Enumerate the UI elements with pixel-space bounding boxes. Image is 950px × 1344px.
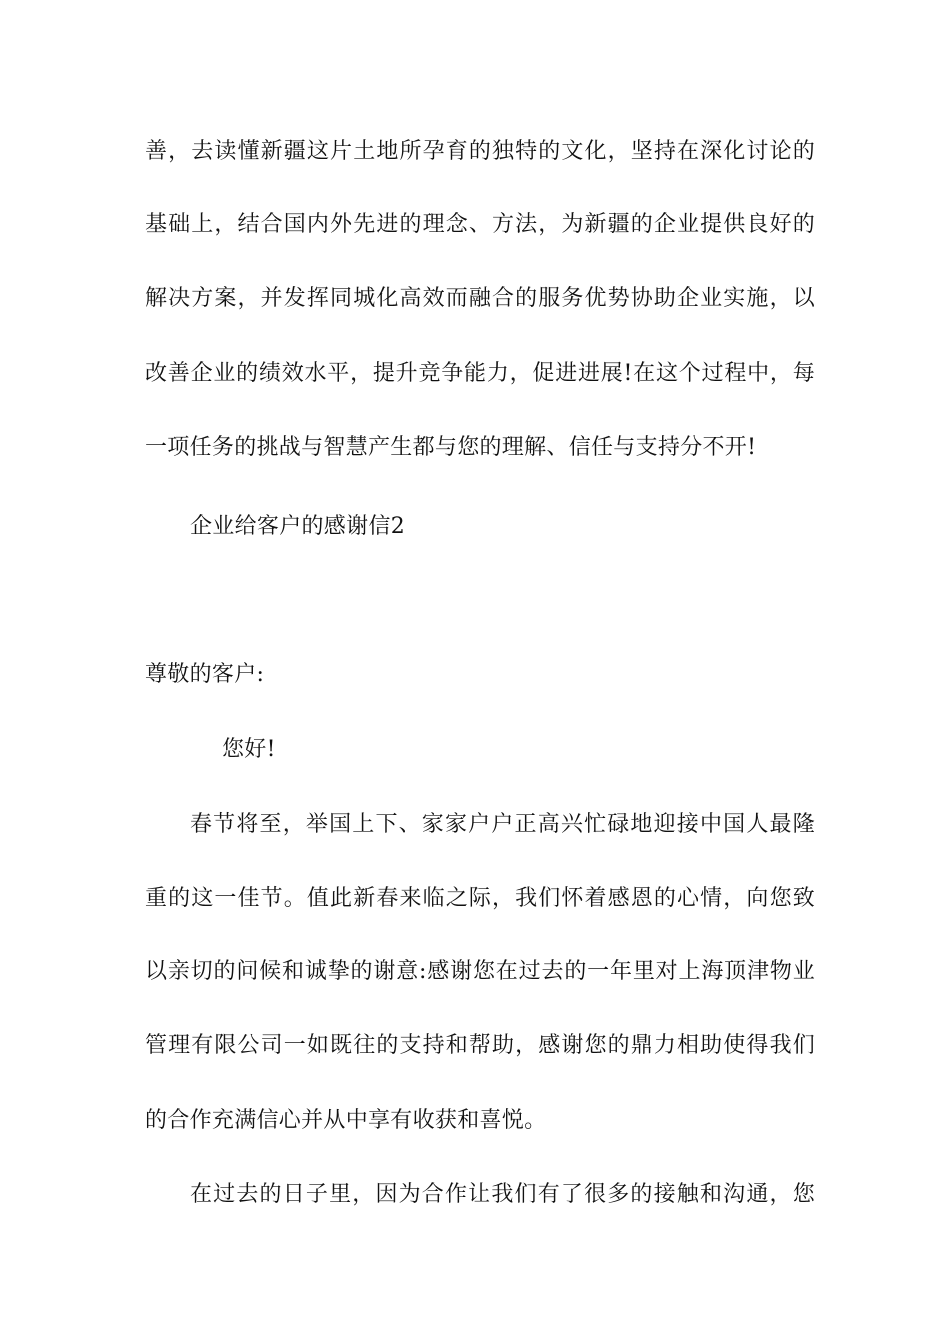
section-title: 企业给客户的感谢信2 <box>190 514 405 539</box>
paragraph-line: 的合作充满信心并从中享有收获和喜悦。 <box>145 1108 547 1133</box>
greeting: 您好! <box>222 737 276 762</box>
salutation: 尊敬的客户: <box>145 662 265 687</box>
paragraph-line: 春节将至，举国上下、家家户户正高兴忙碌地迎接中国人最隆 <box>190 812 815 837</box>
paragraph-line: 管理有限公司一如既往的支持和帮助，感谢您的鼎力相助使得我们 <box>145 1033 815 1058</box>
paragraph-line: 以亲切的问候和诚挚的谢意:感谢您在过去的一年里对上海顶津物业 <box>145 959 815 984</box>
paragraph-line: 一项任务的挑战与智慧产生都与您的理解、信任与支持分不开! <box>145 435 757 460</box>
paragraph-line: 重的这一佳节。值此新春来临之际，我们怀着感恩的心情，向您致 <box>145 886 815 911</box>
paragraph-line: 善，去读懂新疆这片土地所孕育的独特的文化，坚持在深化讨论的 <box>145 139 815 164</box>
paragraph-line: 改善企业的绩效水平，提升竞争能力，促进进展!在这个过程中，每 <box>145 361 815 386</box>
paragraph-line: 解决方案，并发挥同城化高效而融合的服务优势协助企业实施，以 <box>145 286 815 311</box>
paragraph-line: 基础上，结合国内外先进的理念、方法，为新疆的企业提供良好的 <box>145 212 815 237</box>
paragraph-line: 在过去的日子里，因为合作让我们有了很多的接触和沟通，您 <box>190 1182 815 1207</box>
